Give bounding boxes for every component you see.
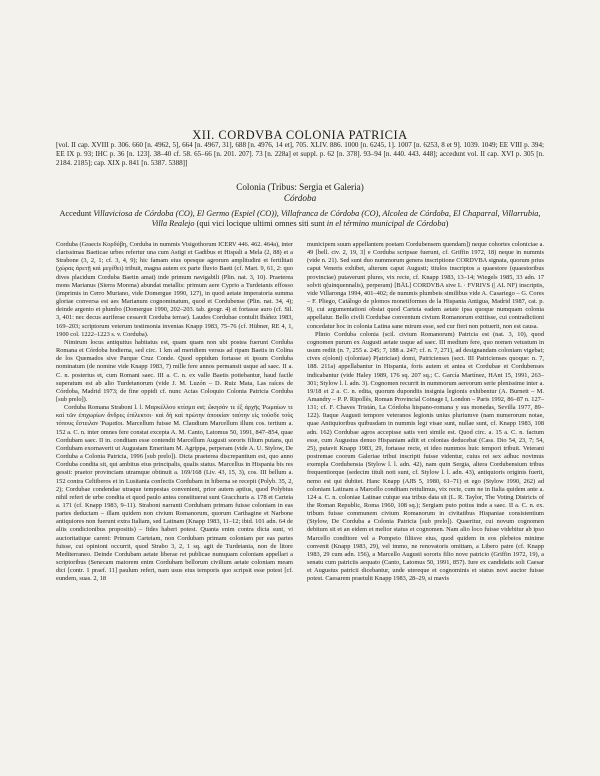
left-text-column (56, 241, 293, 767)
reference-block: [vol. II cap. XVIII p. 306. 660 [n. 4962, 5], 664 [n. 4967, 31], 688 [n. 4976, 14 et], 705. XLIV. 886. 1000 [n. 6245, 1]. 1007 [n. 6253, 8 et 9]. 1039. 1049; EE VIII p. 394; EE IX p. 93; IHC p. 36 [n. 123]. 38–40 cf. 58. 65–66 [n. 201. 207]. 73 [n. 228a] et suppl. p. 62 [n. 378]. 93–94 [n. 440. 443. 448]; accedunt vol. II cap. XVI p. 305 [n. 2184. 2185]; cap. XIX p. 841 [n. 5387. 5388]] (56, 141, 544, 168)
accedunt-places: Villaviciosa de Córdoba (CO), El Germo (Espiel (CO)), Villafranca de Córdoba (CO), Alcolea de Córdoba, El Chaparral, Villarrubia, Villa Realejo (93, 209, 541, 228)
colonia-heading (0, 182, 600, 204)
chapter-title: XII. CORDVBA COLONIA PATRICIA (192, 128, 408, 143)
accedunt-tail: (qui vici locique ultimi omnes siti sunt (194, 219, 327, 228)
paragraph: Corduba Romana Straboni l. l. Μαρκέλλου κτίσμα est; ὤκησάν τε ἐξ ἀρχῆς Ῥωμαίων τε καὶ τῶν ἐπιχωρίων ἄνδρες ἐπίλεκτοι· καὶ δὴ καὶ πρώτην ἀποικίαν ταύτην εἰς τούσδε τοὺς τόπους ἔστειλαν Ῥωμαῖοι. Marcellum fuisse M. Claudium Marcellum illum cos. tertium a. 152 a. C. n. inter omnes fere constat excepta A. M. Canto, Latomus 50, 1991, 847–854, quae Cordubam saec. II in. conditam esse contendit Marcellum Augusti sororis filium putans, qui Cordubam exornaverit ut Augustam Emeritam M. Agrippa, perperam (vide A. U. Stylow, De Corduba a Colonia Patricia, 1996 [sub prelo]). Dicta praeterea discrepantium est, quo anno Corduba condita sit, qui ambitus eius principalis, qualis status. Marcellus in Hispania bis res gessit: praetor provinciam utramque obtinuit a. 169/168 (Liv. 43, 15, 3), cos. III bellum a. 152 contra Celtiberos et in Lusitania confectis Cordubam in hiberna se recepit (Polyb. 35, 2, 2); Cordubae condendae utraque tempestas convenient, prior autem aptius, quod Polybius nihil refert de urbe condita et quod paulo antea constituerat sunt Gracchuris a. 178 et Carteia a. 171 (cf. Knapp 1983, 9–11). Straboni narranti Cordubam primam fuisse coloniam in eas partes deductam – illam quidem non civium Romanorum, quorum Carthagine et Narbone antiquiores non fuerunt extra Italiam, sed Latinam (Knapp 1983, 11–12; ibid. 101 adn. 64 de aliis condicionibus propositis) – fides haberi potest. Quanta enim contra dicta sunt, vi auctoritatique carent: Primum Carteiam, non Cordubam primam coloniam per eas partes fuisse, cui opinioni occurrit, quod Strabo 3, 2, 1 sq. agit de Turdetania, non de litore Mediterraneo. Deinde Cordubam aetate liberae rei publicae numquam coloniam appellari a scriptoribus (Senecam maiorem enim Cordubam bellorum civilium aetate coloniam meam dici [contr. 1 praef. 11] paulum refert, nam usus eius temporis quo scripsit esse potest [cf. eundem, suas. 2, 18 (56, 404, 293, 583)
paragraph: Plinio Corduba colonia (scil. civium Romanorum) Patricia est (nat. 3, 10), quod cognomen purum ex Augusti aetate usque ad saec. III medium fere, quo nomen vetustum in usum rediit (n. 7, 255 a. 245; 7, 188 a. 247; cf. n. 7, 271), ad designandam coloniam vigebat; cives c(oloni) c(oloniae) P(atriciae) domi, Patricienses (sect. III Patricienses quoque: n. 7, 188. 211a) appellabantur in Hispania, foris autem et antea et Cordubae et Cordubenses indicabantur (vide Haley 1989, 176 sq. 207 sq.; C. García Martínez, HAnt 15, 1991, 263–301; Stylow l. l. adn. 3). Cognomen recurrit in nummorum aereorum serie plenissime inter a. 19/18 et 2 a. C. n. edita, quorum dupondiis insignia legionis exhibentur (A. Burnett – M. Amandry – P. P. Ripollès, Roman Provincial Coinage I, London – Paris 1992, 86–87 n. 127–131; cf. F. Chaves Tristán, La Córdoba hispano-romana y sus monedas, Sevilla 1977, 89–122). Itaque Augusti tempore veteranos legionis unius pluriumve (nam numerorum notae, quae Antiquioribus quibusdam in nummis legi visae sunt, nullae sunt, cf. Knapp 1983, 108 adn. 162) Cordubae agros accepisse satis veri simile est. Quod circ. a. 15 a. C. n. factum esse, cum Augustus denuo Hispaniam adiit et colonias deducebat (Cass. Dio 54, 23, 7; 54, 25), putavit Knapp 1983, 29, fortasse recte, et ideo nummos huic tempori tribuit. Veterani postremae coorum Galeriae tribui inscripti fuisse videntur, cuius rei sex adhuc novimus exempla Cordubensia (Stylow l. l. adn. 42), nam quin Sergia, altera Cordubensium tribus frequentiorque (sedecim tituli noti sunt, cf. Stylow l. l. adn. 43), antiquioris originis fuerit, nemo est qui dubitet. Hanc Knapp (AJB 5, 1980, 61–71) et ego (Stylow 1990, 262) ad coloniam Latinam a Marcello conditam rettulimus, vix recte, cum ne in Italia quidem ante a. 124 a. C. n. coloniae Latinae cuique sua tribus data sit (L. R. Taylor, The Voting Districts of the Roman Republic, Roma 1960, 108 sq.); Sergiam puto potius inde a saec. II a. C. n. ex. tribum fuisse communem civium Romanorum in civitatibus Hispaniae consistentium (Stylow, De Corduba a Colonia Patricia [sub prelo]). Quaeritur, cui novum cognomen debitum sit et an eidem et melior status et cognomen. Nam alio loco fuisse videbitur ab ipso Marcello conditore vel a Pompeio filiisve eius, quod quidem in eos plebeios minime convenit (Knapp 1983, 29), vel immo, ne renovatoris omittam, a Libero patre (cf. Knapp 1983, 29 cum adn. 156), a Marcello Augusti sororis filio nove patricio (Griffin 1972, 19), a senatu cum patriciis aequato (Canto, Latomus 50, 1991, 857). Iure ex candidatis soli Caesar et Augustus patricii dicebantur, unde utereque et cognominis et status novi auctor fuisse potest. Caesarem praetulit Knapp 1983, 28–29, si mavis (307, 330, 544, 583)
paragraph: Nimirum locus antiquitus habitatus est, quam quam non ubi postea fuerunt Corduba Romana et Córdoba hodierna, sed circ. 1 km ad meridiem versus ad ripam Baetis in Colina de los Quemados sive Parque Cruz Conde. Quod oppidum fortasse et ipsum Corduba nominatum (de nomine vide Knapp 1983, 7) mille fere annos permansit usque ad saec. II a. C. n. posterius et, cum Romani saec. III a. C. n. ex valle Baetis potiebantur, haud facile superatum est ab alio Turdetanorum (vide J. M. Luzón – D. Ruiz Mata, Las raíces de Córdoba, Madrid 1973; de fine oppidi cf. nunc Actas Coloquio Colonia Patricia Corduba [sub prelo]). (56, 338, 293, 403)
accedunt-lead: Accedunt (59, 209, 94, 218)
paragraph: Corduba (Graecis Κορδύβη, Corduba in nummis Visigothorum ICERV 446. 462. 464a), inter clarissimas Baeticae urbes refertur una cum Astigi et Gadibus et Hispali a Mela (2, 88) et a Strabone (3, 2, 1; cf. 3, 4, 9); hic famam eius opesque agrorum amplitudini et fertilitati (χώρας ἀρετῇ καὶ μεγέθει) tribuit, magna autem ex parte fluvio Baeti (cf. Mart. 9, 61, 2: quo dives placidum Corduba Baetin amat) inde primum navigabili (Plin. nat. 3, 10). Praeterea mons Marianus (Sierra Morena) abundat metallis: primum aere Cyprio a Turdetanis effosso (imprimis in Cerro Muriano, vide Domergue 1990, 127), in quod aetate imperatoria summa gloriae conversa est aes Marianum cognominatum, quod et Cordubense (Plin. nat. 34, 4); deinde argento et plumbo (Domergue 1990, 202–203. tab. geogr. 4) et fortasse auro (cf. Sil. 3, 401: nec decus auriferae cessavit Corduba terrae). Laudes Cordubae contulit Ibáñez 1983, 169–203; scriptorum veterum testimonia invenias Knapp 1983, 75–76 (cf. Hübner, RE 4, 1, 1900 col. 1222–1223 s. v. Corduba). (56, 241, 293, 338)
accedunt-note (56, 209, 544, 229)
colonia-line: Colonia (Tribus: Sergia et Galeria) (236, 182, 364, 192)
right-text-column (307, 241, 544, 767)
accedunt-close: ) (445, 219, 449, 228)
colonia-modern-name: Córdoba (283, 193, 317, 203)
paragraph: municipem suum appellantem poetam Cordubensem quendam]) neque cohortes coloniciae a. 49 [bell. civ. 2, 19, 3] e Corduba scripsae fuerunt, cf. Griffin 1972, 18) neque in nummis (vide n. 21). Sed sunt duo nummorum genera inscriptione CORDVBA signata, quorum prius caput Veneris exhibet, alterum caput Augusti; titulos inscriptos a quaestore (quaestoribus provinciae) putaverunt plures, vix recte, cf. Knapp 1983, 13–14; Wiegels 1985, 33 adn. 17 solvit q(uinquennalis), perperam) [BÄL] CORDVBA sive L · FVRIVS (| AL NF) inscriptis, vide Villaronga 1994, 401–402; de nummis plumbeis similibus vide A. Casariego – G. Cores – F. Pliego, Catálogo de plomos monetiformes de la Hispania Antigua, Madrid 1987, cat. p. 9), cui argumentationi obstat quod Carteia eadem aetate ipsa quoque numquam colonia appellatur. Bello civili Cordubae conventum civium Romanorum extitisse, cui contradictioni concedatur hoc in colonia Latina sane mirum esse, sed cur fieri non potuerit, non est causa. (307, 241, 544, 330)
accedunt-tail-italic: in el término municipal de Córdoba (326, 219, 446, 228)
